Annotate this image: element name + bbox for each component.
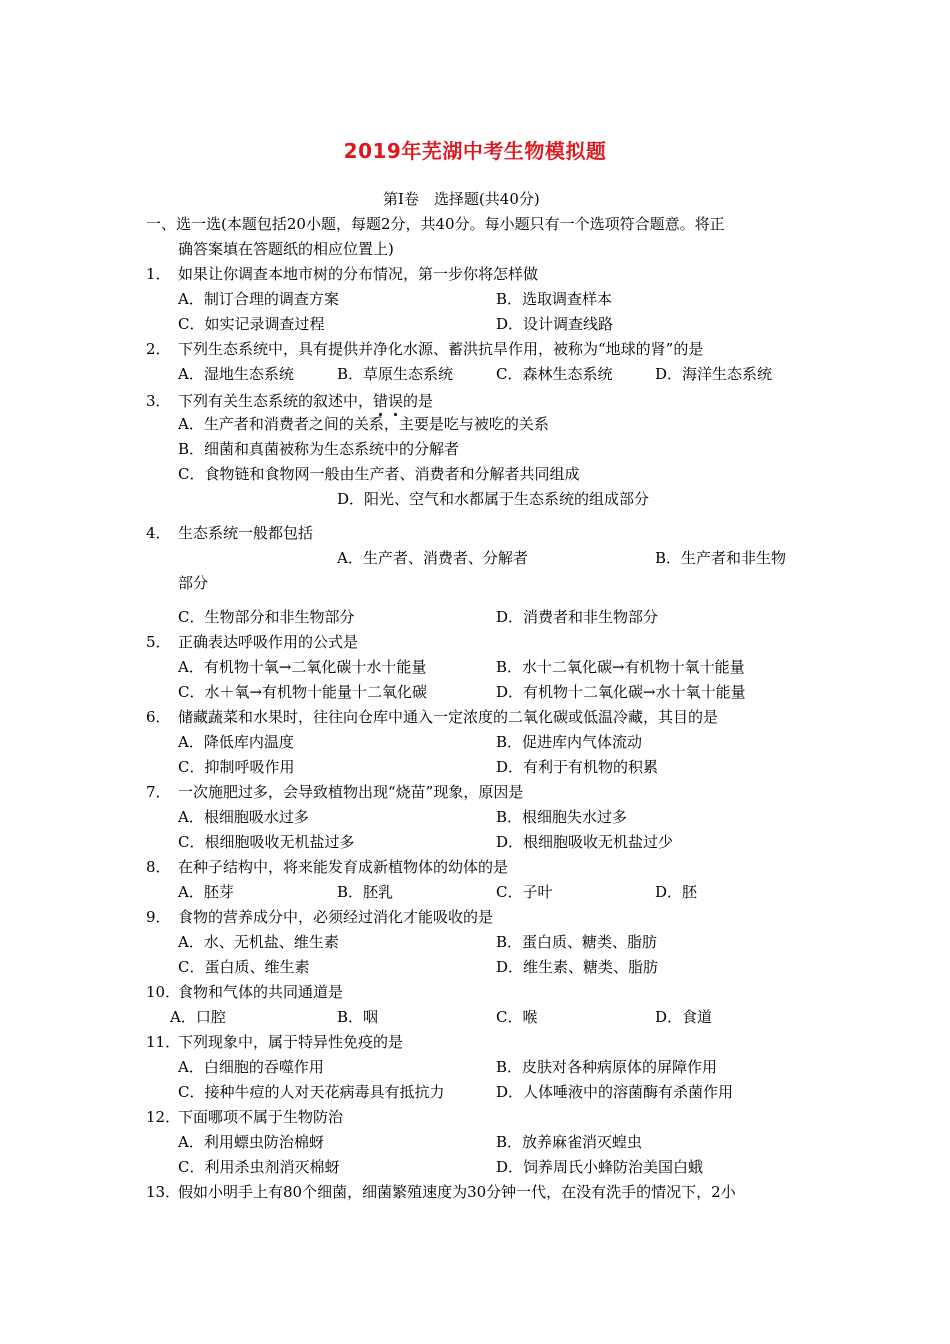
question-8-option-d: D．胚 — [655, 883, 698, 901]
question-11-option-a: A．白细胞的吞噬作用 — [178, 1058, 324, 1076]
question-7-option-c: C．根细胞吸收无机盐过多 — [178, 833, 355, 851]
question-11-option-b: B．皮肤对各种病原体的屏障作用 — [496, 1058, 718, 1076]
question-10-option-d: D．食道 — [655, 1008, 713, 1026]
question-6-stem: 储藏蔬菜和水果时，往往向仓库中通入一定浓度的二氧化碳或低温冷藏，其目的是 — [178, 708, 719, 726]
question-10-number: 10． — [146, 983, 181, 1001]
question-4-option-b-wrap: 部分 — [178, 574, 209, 592]
question-2-option-a: A．湿地生态系统 — [178, 365, 294, 383]
question-6-option-b: B．促进库内气体流动 — [496, 733, 643, 751]
question-6-number: 6． — [146, 708, 171, 726]
instructions-line-1: 一、选一选(本题包括20小题，每题2分，共40分。每小题只有一个选项符合题意。将正 — [146, 215, 725, 233]
question-7-stem: 一次施肥过多，会导致植物出现“烧苗”现象，原因是 — [178, 783, 524, 801]
question-2-option-d: D．海洋生态系统 — [655, 365, 773, 383]
question-11-option-d: D．人体唾液中的溶菌酶有杀菌作用 — [496, 1083, 734, 1101]
question-10-option-c: C．喉 — [496, 1008, 538, 1026]
question-2-option-b: B．草原生态系统 — [337, 365, 454, 383]
question-9-option-c: C．蛋白质、维生素 — [178, 958, 310, 976]
question-12-option-d: D．饲养周氏小蜂防治美国白蛾 — [496, 1158, 704, 1176]
section-header: 第Ⅰ卷 选择题(共40分) — [383, 190, 540, 208]
question-2-stem: 下列生态系统中，具有提供并净化水源、蓄洪抗旱作用，被称为“地球的肾”的是 — [178, 340, 704, 358]
question-4-number: 4． — [146, 524, 171, 542]
question-4-option-a: A．生产者、消费者、分解者 — [337, 549, 528, 567]
question-10-option-b: B．咽 — [337, 1008, 379, 1026]
question-4-stem: 生态系统一般都包括 — [178, 524, 314, 542]
question-6-option-c: C．抑制呼吸作用 — [178, 758, 295, 776]
question-5-number: 5． — [146, 633, 171, 651]
question-1-option-c: C．如实记录调查过程 — [178, 315, 325, 333]
question-7-option-b: B．根细胞失水过多 — [496, 808, 628, 826]
question-3-number: 3． — [146, 392, 171, 410]
question-3-option-a: A．生产者和消费者之间的关系，主要是吃与被吃的关系 — [178, 415, 549, 433]
question-3-stem-before: 下列有关生态系统的叙述中， — [178, 392, 374, 410]
question-9-number: 9． — [146, 908, 171, 926]
question-11-stem: 下列现象中，属于特异性免疫的是 — [178, 1033, 404, 1051]
page-title: 2019年芜湖中考生物模拟题 — [343, 139, 607, 163]
question-12-option-a: A．利用螵虫防治棉蚜 — [178, 1133, 324, 1151]
question-7-option-d: D．根细胞吸收无机盐过少 — [496, 833, 674, 851]
question-3-option-c: C．食物链和食物网一般由生产者、消费者和分解者共同组成 — [178, 465, 580, 483]
question-1-stem: 如果让你调查本地市树的分布情况，第一步你将怎样做 — [178, 265, 539, 283]
question-4-option-d: D．消费者和非生物部分 — [496, 608, 659, 626]
question-12-number: 12． — [146, 1108, 181, 1126]
question-13-stem: 假如小明手上有80个细菌，细菌繁殖速度为30分钟一代，在没有洗手的情况下，2小 — [178, 1183, 736, 1201]
question-9-option-b: B．蛋白质、糖类、脂肪 — [496, 933, 658, 951]
question-5-option-b: B．水十二氧化碳→有机物十氧十能量 — [496, 658, 745, 676]
question-8-option-b: B．胚乳 — [337, 883, 394, 901]
question-8-option-c: C．子叶 — [496, 883, 553, 901]
question-3-option-d: D．阳光、空气和水都属于生态系统的组成部分 — [337, 490, 650, 508]
question-8-number: 8． — [146, 858, 171, 876]
question-13-number: 13． — [146, 1183, 181, 1201]
question-3-emphasis: 错误 — [373, 390, 403, 412]
question-7-option-a: A．根细胞吸水过多 — [178, 808, 309, 826]
question-12-stem: 下面哪项不属于生物防治 — [178, 1108, 344, 1126]
question-1-option-a: A．制订合理的调查方案 — [178, 290, 339, 308]
question-7-number: 7． — [146, 783, 171, 801]
question-2-option-c: C．森林生态系统 — [496, 365, 613, 383]
question-3-option-b: B．细菌和真菌被称为生态系统中的分解者 — [178, 440, 460, 458]
question-2-number: 2． — [146, 340, 171, 358]
question-1-option-d: D．设计调查线路 — [496, 315, 614, 333]
question-10-stem: 食物和气体的共同通道是 — [178, 983, 344, 1001]
question-4-option-b: B．生产者和非生物 — [655, 549, 787, 567]
question-10-option-a: A．口腔 — [170, 1008, 226, 1026]
question-1-option-b: B．选取调查样本 — [496, 290, 613, 308]
question-6-option-a: A．降低库内温度 — [178, 733, 294, 751]
question-5-option-c: C．水＋氧→有机物十能量十二氧化碳 — [178, 683, 428, 701]
question-3-stem — [178, 390, 433, 412]
question-5-option-d: D．有机物十二氧化碳→水十氧十能量 — [496, 683, 746, 701]
question-8-stem: 在种子结构中，将来能发育成新植物体的幼体的是 — [178, 858, 509, 876]
question-9-stem: 食物的营养成分中，必须经过消化才能吸收的是 — [178, 908, 494, 926]
instructions-line-2: 确答案填在答题纸的相应位置上) — [178, 240, 394, 258]
question-11-option-c: C．接种牛痘的人对天花病毒具有抵抗力 — [178, 1083, 445, 1101]
question-1-number: 1． — [146, 265, 171, 283]
question-12-option-c: C．利用杀虫剂消灭棉蚜 — [178, 1158, 340, 1176]
question-5-stem: 正确表达呼吸作用的公式是 — [178, 633, 359, 651]
question-9-option-a: A．水、无机盐、维生素 — [178, 933, 339, 951]
question-6-option-d: D．有利于有机物的积累 — [496, 758, 659, 776]
question-8-option-a: A．胚芽 — [178, 883, 234, 901]
question-3-stem-after: 的是 — [403, 392, 434, 410]
question-9-option-d: D．维生素、糖类、脂肪 — [496, 958, 659, 976]
question-12-option-b: B．放养麻雀消灭蝗虫 — [496, 1133, 643, 1151]
question-11-number: 11． — [146, 1033, 181, 1051]
question-5-option-a: A．有机物十氧→二氧化碳十水十能量 — [178, 658, 427, 676]
question-4-option-c: C．生物部分和非生物部分 — [178, 608, 355, 626]
